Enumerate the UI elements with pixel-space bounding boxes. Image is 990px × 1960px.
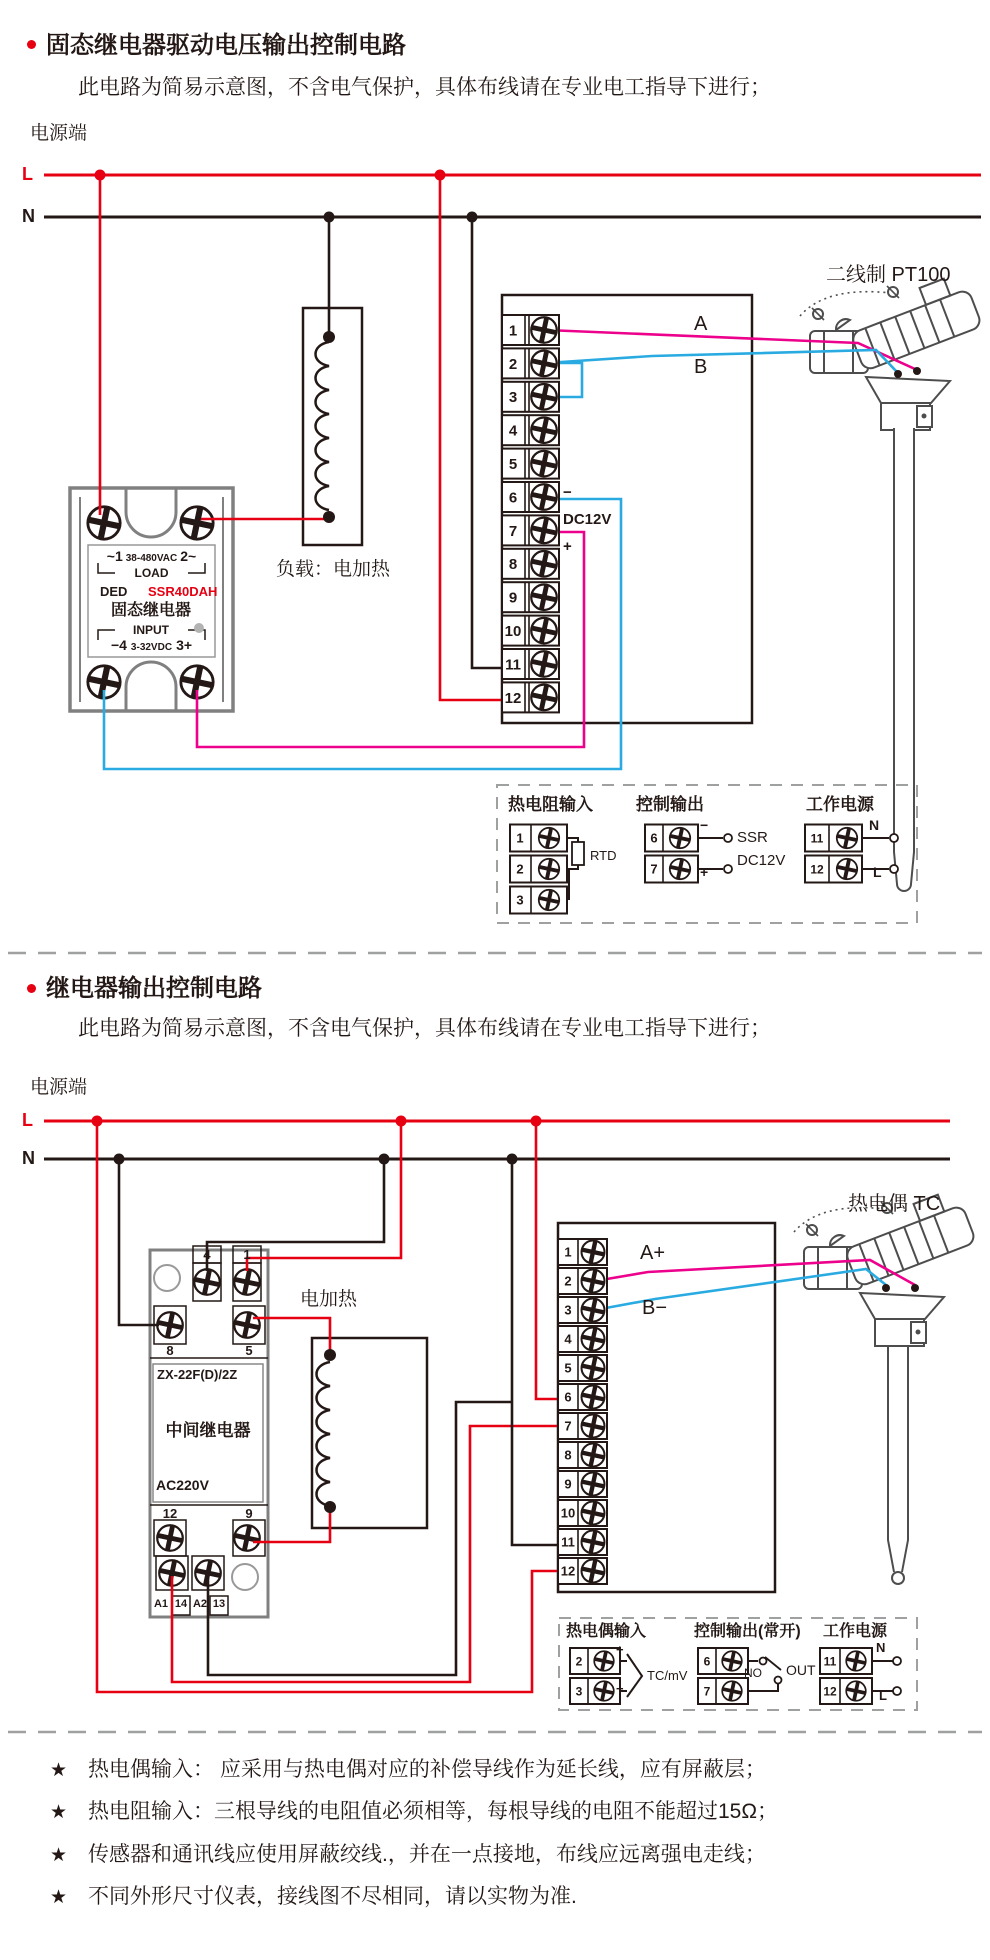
terminal-number: 5 [508, 456, 518, 473]
terminal-number: 3 [575, 1684, 583, 1699]
legend1-output-line1: SSR [737, 829, 768, 846]
terminal-number: 10 [504, 623, 522, 640]
section1-power-label: 电源端 [30, 123, 88, 144]
legend1-output-plus: + [700, 864, 709, 880]
terminal-number: 12 [504, 689, 522, 707]
note-item: 不同外形尺寸仪表，接线图不尽相同，请以实物为准. [88, 1885, 577, 1908]
wire-b-label-2: B− [642, 1297, 668, 1319]
legend1-rtd-terminals [510, 825, 567, 914]
terminal-number: 12 [810, 862, 824, 877]
legend2-output-no: NO [744, 1666, 762, 1680]
legend1-power-title: 工作电源 [806, 795, 874, 814]
heater-label: 电加热 [300, 1289, 358, 1310]
terminal-number: 7 [703, 1684, 711, 1699]
power-rails-section2 [44, 1121, 950, 1159]
legend1-output-line2: DC12V [737, 852, 786, 869]
terminal-number: 6 [650, 830, 658, 846]
section1-subtitle: 此电路为简易示意图，不含电气保护，具体布线请在专业电工指导下进行； [78, 76, 771, 99]
section1-bullet-icon [27, 40, 36, 49]
ssr-voltage-range: 38-480VAC [125, 553, 178, 564]
terminal-number: 7 [650, 861, 658, 877]
ssr-terminal-row [88, 548, 215, 566]
legend2-tc-signal: TC/mV [647, 1668, 688, 1683]
relay-t1: 1 [243, 1247, 251, 1262]
terminal-number: 11 [561, 1534, 575, 1550]
heater-2 [312, 1338, 427, 1528]
terminal-number: 8 [564, 1447, 572, 1463]
legend2-tc-plus: + [616, 1642, 624, 1657]
ssr-name: 固态继电器 [110, 602, 191, 619]
terminal-number: 3 [508, 389, 518, 407]
ssr-input-row [88, 637, 215, 655]
note-star-icon: ★ [50, 1760, 68, 1781]
terminal-number: 12 [823, 1684, 837, 1699]
terminal-number: 4 [508, 422, 518, 440]
note-item: 热电偶输入： 应采用与热电偶对应的补偿导线作为延长线，应有屏蔽层； [88, 1758, 766, 1781]
legend1-output-minus: − [700, 817, 709, 833]
terminal-number: 4 [564, 1331, 572, 1347]
terminal-number: 8 [508, 556, 518, 574]
section1-title: 固态继电器驱动电压输出控制电路 [46, 32, 406, 59]
terminal-number: 9 [564, 1476, 572, 1492]
relay-t4: 4 [203, 1247, 211, 1262]
section2-line-l-label: L [22, 1110, 33, 1130]
note-star-icon: ★ [50, 1845, 68, 1866]
relay-t13: 13 [212, 1598, 226, 1610]
relay-voltage: AC220V [156, 1477, 209, 1493]
relay-t8: 8 [166, 1343, 174, 1358]
terminal-number: 2 [575, 1654, 583, 1669]
legend2-output-title: 控制输出(常开) [694, 1623, 801, 1640]
terminal-number: 1 [564, 1244, 572, 1260]
ssr-term-minus: −4 [110, 637, 127, 653]
terminal-number: 7 [508, 522, 518, 540]
load-label: 负载：电加热 [276, 559, 391, 580]
legend2-power-l: L [879, 1688, 887, 1703]
terminal-number: 6 [703, 1654, 711, 1669]
relay-model: ZX-22F(D)/2Z [157, 1367, 238, 1382]
terminal-number: 11 [505, 656, 521, 674]
relay-t5: 5 [245, 1343, 253, 1358]
terminal-number: 11 [810, 831, 824, 846]
terminal-number: 1 [508, 322, 518, 340]
relay-a1: A1 [153, 1598, 169, 1610]
terminal-number: 9 [508, 589, 518, 607]
terminal-number: 2 [508, 355, 518, 373]
section2-line-n-label: N [22, 1148, 35, 1168]
section2-bullet-icon [27, 984, 36, 993]
ssr-load-label: LOAD [134, 566, 169, 580]
wire-a-label-1: A [694, 313, 708, 335]
legend2-power-title: 工作电源 [823, 1623, 888, 1640]
legend1-output-title: 控制输出 [636, 795, 704, 814]
note-star-icon: ★ [50, 1887, 68, 1908]
legend2-tc-terminals [570, 1648, 620, 1704]
ssr-brand: DED [100, 584, 128, 599]
terminal-number: 10 [560, 1505, 576, 1521]
thermocouple-sensor [794, 1188, 976, 1584]
ssr-model: SSR40DAH [148, 584, 218, 599]
ssr-input-label: INPUT [133, 623, 169, 637]
legend1-power-n: N [869, 817, 880, 833]
legend2-output-out: OUT [786, 1662, 816, 1678]
legend2-tc-title: 热电偶输入 [566, 1623, 647, 1640]
note-item: 热电阻输入：三根导线的电阻值必须相等，每根导线的电阻不能超过15Ω； [88, 1800, 779, 1823]
dc-label: DC12V [563, 511, 612, 528]
legend1-rtd-component: RTD [590, 848, 617, 863]
terminal-number: 2 [516, 861, 524, 877]
power-rails-section1 [44, 175, 981, 217]
terminal-number: 2 [564, 1273, 572, 1289]
section2-subtitle: 此电路为简易示意图，不含电气保护，具体布线请在专业电工指导下进行； [78, 1017, 771, 1040]
dc-plus: + [563, 538, 572, 555]
note-star-icon: ★ [50, 1802, 68, 1823]
terminal-number: 6 [564, 1389, 572, 1405]
legend2-power-n: N [876, 1640, 886, 1655]
ssr-term-right: 2~ [180, 548, 197, 564]
section2-power-label: 电源端 [30, 1077, 88, 1098]
terminal-number: 1 [516, 830, 524, 846]
section2-title: 继电器输出控制电路 [46, 975, 262, 1002]
legend1-rtd-title: 热电阻输入 [508, 795, 593, 814]
terminal-number: 3 [564, 1302, 572, 1318]
legend1-power-terminals [805, 825, 862, 883]
tc-label: 热电偶 TC [848, 1193, 941, 1215]
terminal-number: 5 [564, 1360, 572, 1376]
legend1-output-terminals [645, 825, 698, 883]
legend2-tc-minus: − [616, 1681, 624, 1696]
terminal-number: 7 [564, 1418, 572, 1434]
note-item: 传感器和通讯线应使用屏蔽绞线.，并在一点接地，布线应远离强电走线； [88, 1843, 766, 1866]
relay-t12: 12 [162, 1506, 178, 1521]
section1-line-n-label: N [22, 206, 35, 226]
relay-a2: A2 [192, 1598, 208, 1610]
dc-minus: − [563, 484, 572, 501]
terminal-number: 12 [560, 1563, 576, 1579]
terminal-number: 6 [508, 489, 518, 507]
legend2-output-terminals [698, 1648, 748, 1704]
terminal-number: 11 [823, 1654, 837, 1669]
relay-t9: 9 [245, 1506, 253, 1521]
wire-a-label-2: A+ [640, 1242, 666, 1264]
relay-t14: 14 [174, 1598, 188, 1610]
ssr-input-range: 3-32VDC [130, 642, 173, 653]
ssr-term-left: ~1 [106, 548, 123, 564]
relay-name: 中间继电器 [165, 1421, 251, 1440]
ssr-term-plus: 3+ [176, 637, 193, 653]
section1-line-l-label: L [22, 164, 33, 184]
wire-b-label-1: B [694, 356, 708, 378]
terminal-number: 3 [516, 892, 524, 908]
load-heater-1 [303, 308, 362, 545]
legend2-power-terminals [820, 1648, 872, 1704]
legend1-power-l: L [873, 864, 882, 880]
pt100-label: 二线制 PT100 [826, 264, 951, 286]
